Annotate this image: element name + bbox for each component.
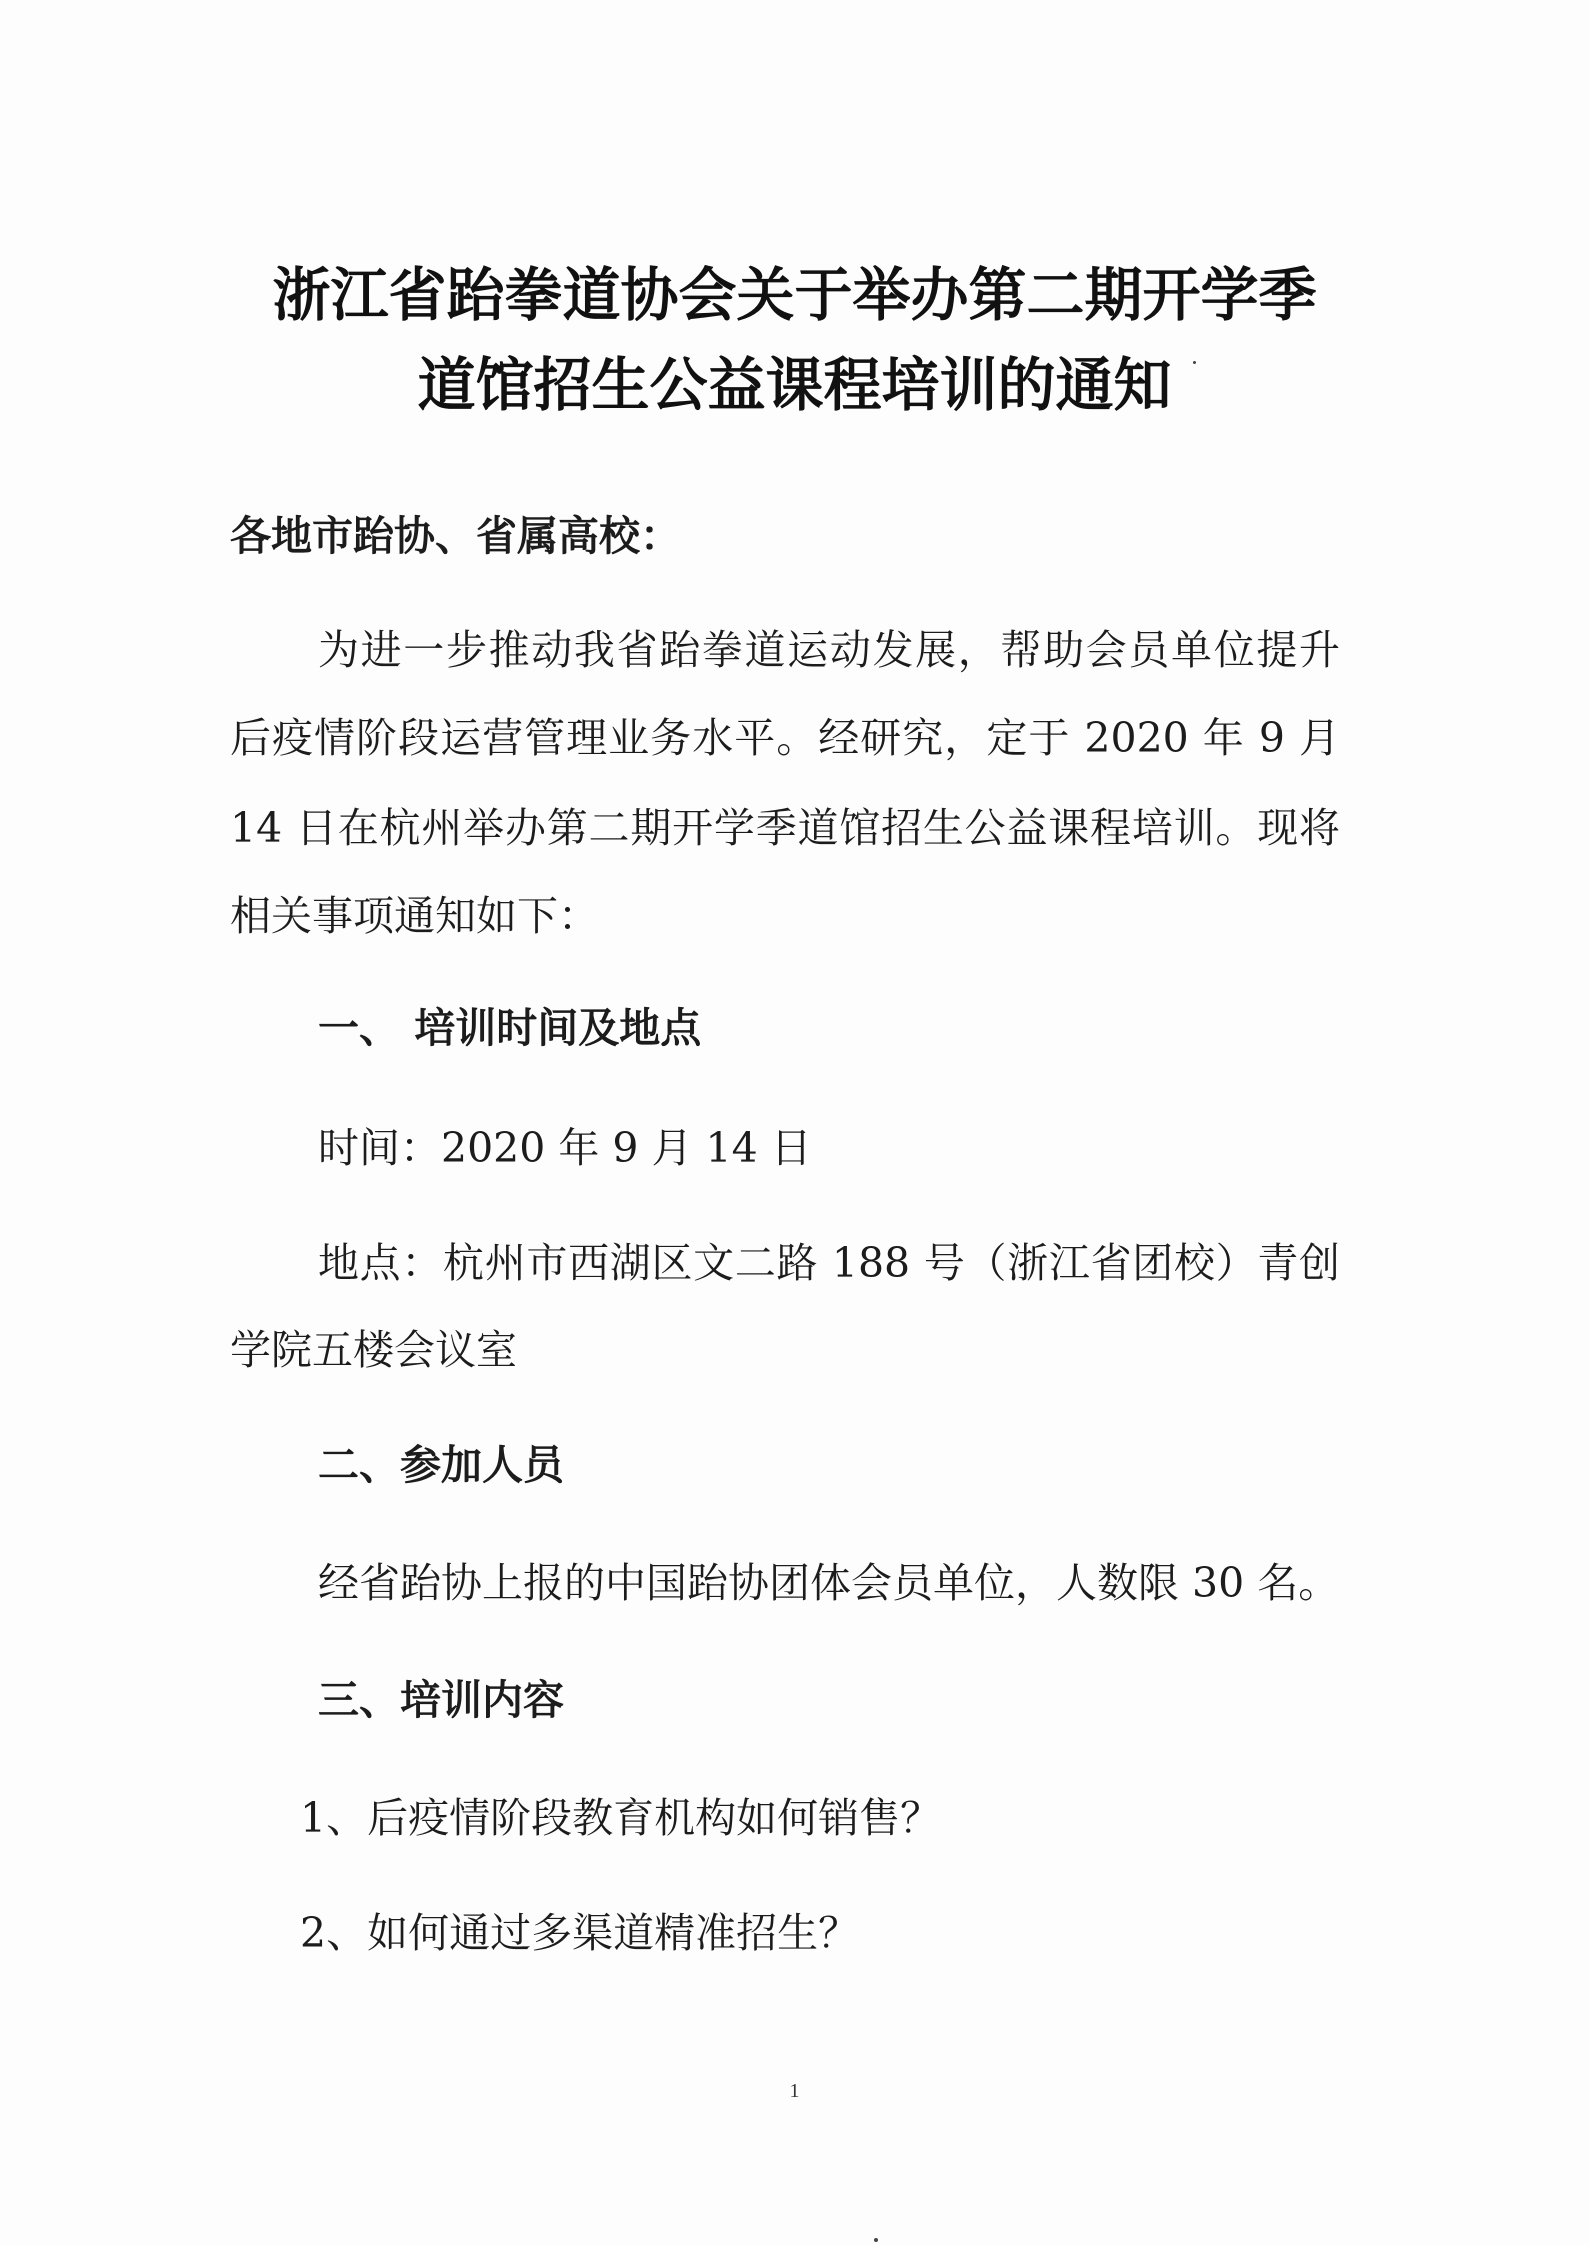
training-place-line-2: 学院五楼会议室 bbox=[230, 1326, 517, 1374]
participants-text: 经省跆协上报的中国跆协团体会员单位，人数限 30 名。 bbox=[318, 1559, 1340, 1607]
scan-speck bbox=[874, 2238, 878, 2242]
intro-line-4: 相关事项通知如下： bbox=[230, 892, 599, 940]
section-3-heading: 三、培训内容 bbox=[318, 1676, 564, 1724]
page-number: 1 bbox=[789, 2080, 800, 2102]
training-place-line-1: 地点：杭州市西湖区文二路 188 号（浙江省团校）青创 bbox=[318, 1239, 1340, 1287]
content-item-2: 2、如何通过多渠道精准招生？ bbox=[300, 1909, 860, 1957]
intro-line-1: 为进一步推动我省跆拳道运动发展，帮助会员单位提升 bbox=[318, 626, 1340, 674]
section-1-heading: 一、 培训时间及地点 bbox=[318, 1004, 702, 1052]
intro-line-2: 后疫情阶段运营管理业务水平。经研究，定于 2020 年 9 月 bbox=[230, 714, 1340, 762]
content-item-1: 1、后疫情阶段教育机构如何销售？ bbox=[300, 1794, 942, 1842]
document-title-line-1: 浙江省跆拳道协会关于举办第二期开学季 bbox=[272, 261, 1317, 329]
document-title-line-2: 道馆招生公益课程培训的通知 bbox=[417, 351, 1172, 419]
intro-line-3: 14 日在杭州举办第二期开学季道馆招生公益课程培训。现将 bbox=[230, 804, 1340, 852]
salutation: 各地市跆协、省属高校： bbox=[230, 512, 681, 560]
section-2-heading: 二、参加人员 bbox=[318, 1441, 564, 1489]
scan-speck bbox=[1193, 361, 1196, 364]
training-time: 时间：2020 年 9 月 14 日 bbox=[318, 1124, 812, 1172]
